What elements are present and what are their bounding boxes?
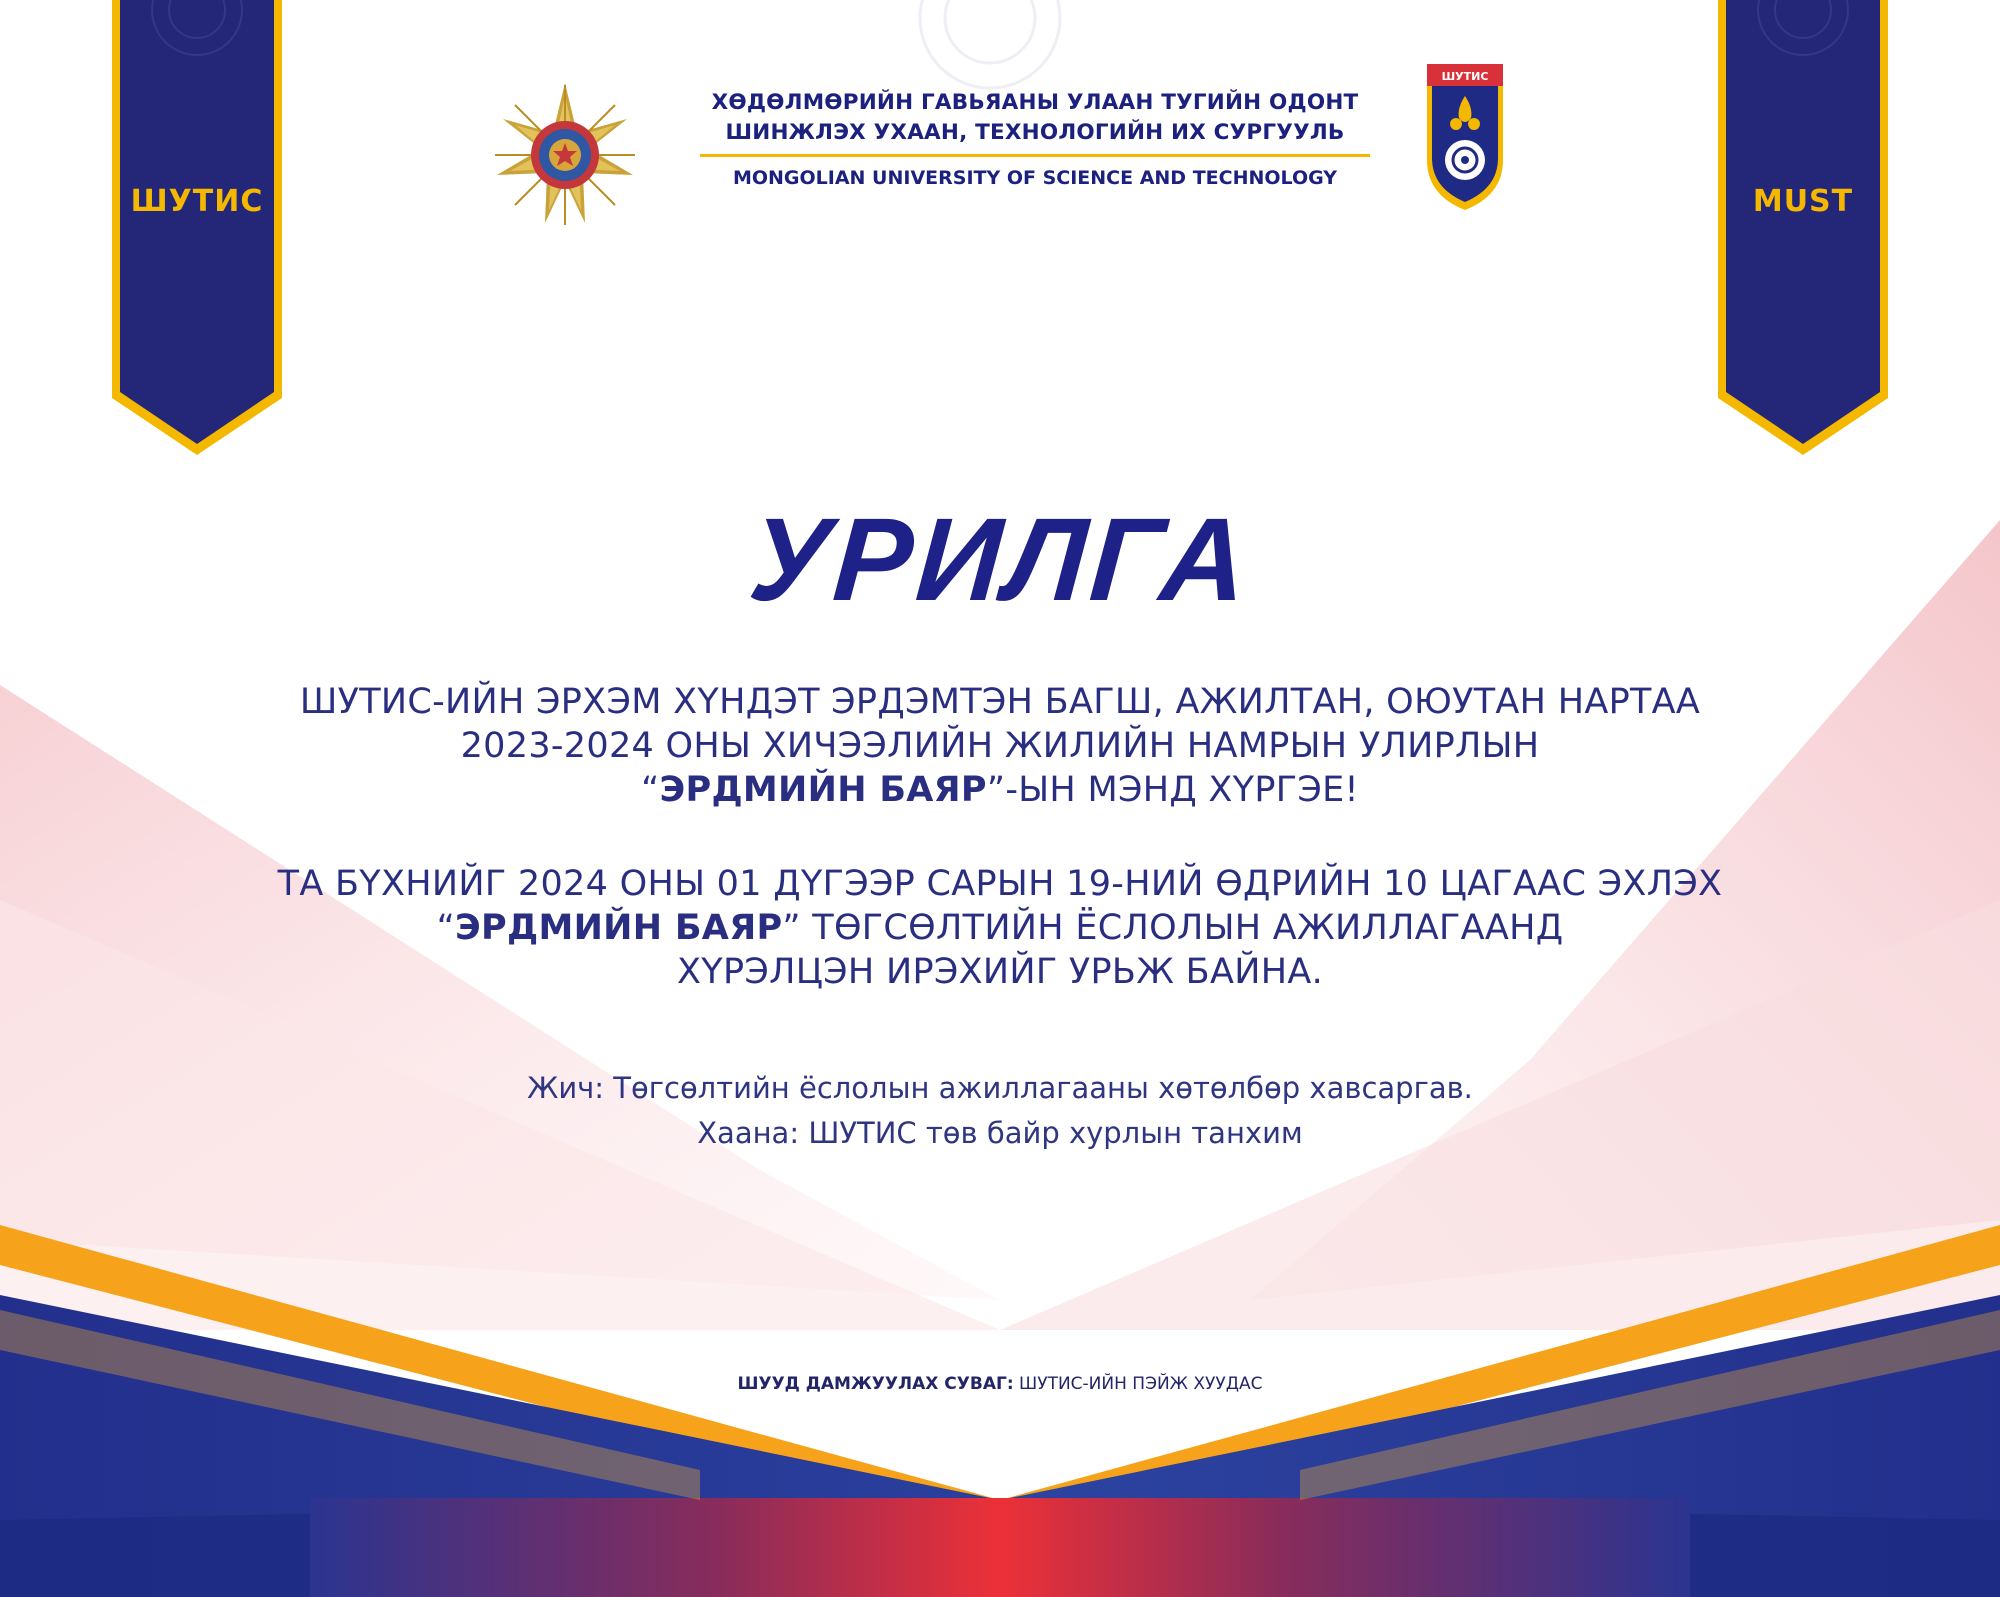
university-title (700, 88, 1370, 191)
broadcast-channel (0, 1374, 2000, 1394)
broadcast-label: ШУУД ДАМЖУУЛАХ СУВАГ: (737, 1374, 1014, 1394)
quote-open: “ (641, 770, 660, 810)
attachment-note: Жич: Төгсөлтийн ёслолын ажиллагааны хөтөлбөр хавсаргав. (527, 1071, 1473, 1105)
banner-right-label: MUST (1752, 184, 1854, 219)
shield-label: ШУТИС (1441, 70, 1489, 83)
event-name-bold: ЭРДМИЙН БАЯР (659, 770, 987, 810)
greeting-line1: ШУТИС-ИЙН ЭРХЭМ ХҮНДЭТ ЭРДЭМТЭН БАГШ, АЖИЛТАН, ОЮУТАН НАРТАА (299, 682, 1701, 722)
invitation-line2 (0, 906, 2000, 950)
greeting-line3-rest: ”-ЫН МЭНД ХҮРГЭЕ! (986, 770, 1359, 810)
university-shield-logo (1425, 60, 1505, 220)
location-note: Хаана: ШУТИС төв байр хурлын танхим (697, 1116, 1303, 1150)
university-name-line2: ШИНЖЛЭХ УХААН, ТЕХНОЛОГИЙН ИХ СУРГУУЛЬ (725, 120, 1345, 145)
title-divider (700, 154, 1370, 157)
page-title (0, 492, 2000, 628)
university-name-english: MONGOLIAN UNIVERSITY OF SCIENCE AND TECHNOLOGY (732, 167, 1338, 189)
greeting-line2: 2023-2024 ОНЫ ХИЧЭЭЛИЙН ЖИЛИЙН НАМРЫН УЛИРЛЫН (460, 726, 1540, 766)
greeting-paragraph (0, 680, 2000, 812)
banner-right (1718, 0, 1888, 460)
banner-left-label: ШУТИС (130, 184, 264, 219)
university-name-line1: ХӨДӨЛМӨРИЙН ГАВЬЯАНЫ УЛААН ТУГИЙН ОДОНТ (711, 90, 1359, 115)
invitation-line3: ХҮРЭЛЦЭН ИРЭХИЙГ УРЬЖ БАЙНА. (676, 952, 1323, 992)
page-title-text: УРИЛГА (745, 494, 1255, 626)
banner-left (112, 0, 282, 460)
header (490, 60, 1530, 220)
invitation-paragraph (0, 862, 2000, 994)
greeting-line3 (0, 768, 2000, 812)
quote-open: “ (436, 908, 456, 948)
order-medal-icon (490, 80, 640, 230)
invitation-line1: ТА БҮХНИЙГ 2024 ОНЫ 01 ДҮГЭЭР САРЫН 19-НИЙ ӨДРИЙН 10 ЦАГААС ЭХЛЭХ (277, 864, 1723, 904)
broadcast-value: ШУТИС-ИЙН ПЭЙЖ ХУУДАС (1013, 1374, 1263, 1394)
invitation-line2-rest: ” ТӨГСӨЛТИЙН ЁСЛОЛЫН АЖИЛЛАГААНД (782, 908, 1564, 948)
event-name-bold: ЭРДМИЙН БАЯР (455, 908, 783, 948)
